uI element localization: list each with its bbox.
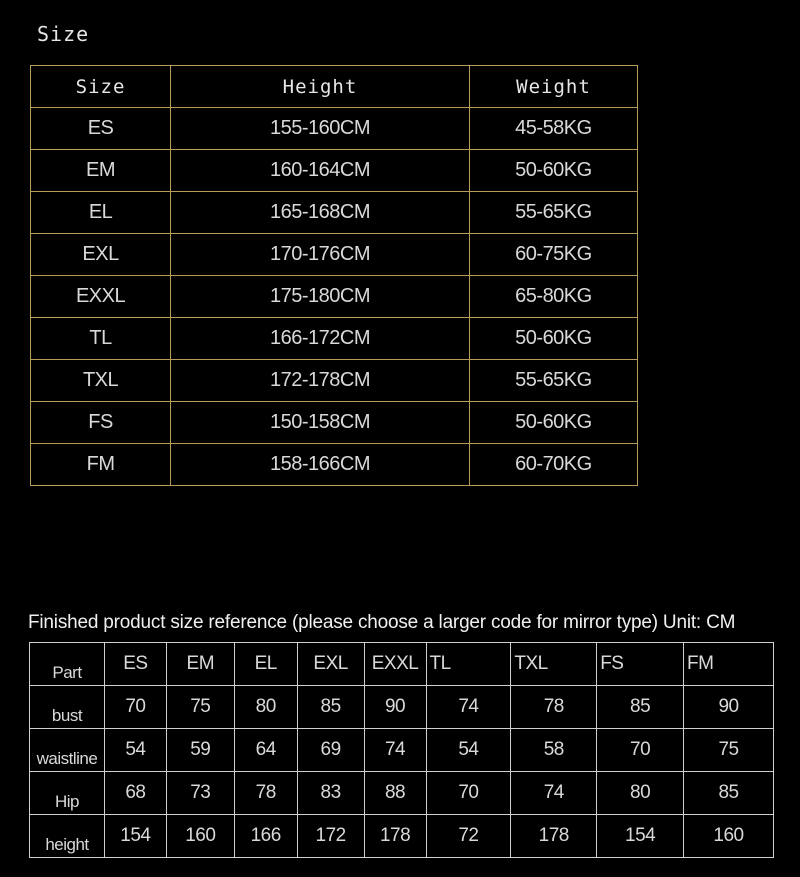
value-cell: 80 — [234, 686, 297, 729]
table-row — [31, 360, 638, 402]
header-size: Size — [31, 66, 171, 108]
size-cell: EM — [31, 150, 171, 192]
header-fm: FM — [684, 643, 774, 686]
header-fs: FS — [597, 643, 684, 686]
weight-cell: 50-60KG — [469, 150, 637, 192]
value-cell: 83 — [297, 772, 364, 815]
finished-size-table — [29, 642, 774, 858]
value-cell: 90 — [684, 686, 774, 729]
table-row — [30, 772, 774, 815]
value-cell: 54 — [426, 729, 511, 772]
table-row — [31, 444, 638, 486]
value-cell: 70 — [426, 772, 511, 815]
table-row — [31, 276, 638, 318]
value-cell: 74 — [511, 772, 597, 815]
header-exxl: EXXL — [364, 643, 426, 686]
size-cell: TXL — [31, 360, 171, 402]
table-row — [31, 150, 638, 192]
value-cell: 160 — [684, 815, 774, 858]
table-row — [31, 402, 638, 444]
value-cell: 75 — [684, 729, 774, 772]
value-cell: 69 — [297, 729, 364, 772]
value-cell: 58 — [511, 729, 597, 772]
value-cell: 68 — [104, 772, 166, 815]
height-cell: 175-180CM — [171, 276, 470, 318]
header-el: EL — [234, 643, 297, 686]
weight-cell: 45-58KG — [469, 108, 637, 150]
row-label-hip: Hip — [30, 772, 105, 815]
height-cell: 160-164CM — [171, 150, 470, 192]
table-row — [31, 192, 638, 234]
size-cell: FS — [31, 402, 171, 444]
finished-table-header-row — [30, 643, 774, 686]
weight-cell: 65-80KG — [469, 276, 637, 318]
value-cell: 70 — [597, 729, 684, 772]
value-cell: 88 — [364, 772, 426, 815]
weight-cell: 50-60KG — [469, 402, 637, 444]
size-cell: FM — [31, 444, 171, 486]
finished-size-title: Finished product size reference (please choose a larger code for mirror type) Unit: CM — [28, 612, 736, 633]
value-cell: 154 — [104, 815, 166, 858]
row-label-waistline: waistline — [30, 729, 105, 772]
value-cell: 78 — [511, 686, 597, 729]
value-cell: 73 — [166, 772, 234, 815]
height-cell: 158-166CM — [171, 444, 470, 486]
header-weight: Weight — [469, 66, 637, 108]
header-tl: TL — [426, 643, 511, 686]
value-cell: 74 — [426, 686, 511, 729]
weight-cell: 60-70KG — [469, 444, 637, 486]
height-cell: 155-160CM — [171, 108, 470, 150]
weight-cell: 55-65KG — [469, 192, 637, 234]
value-cell: 78 — [234, 772, 297, 815]
height-cell: 165-168CM — [171, 192, 470, 234]
table-row — [30, 686, 774, 729]
table-row — [30, 729, 774, 772]
value-cell: 160 — [166, 815, 234, 858]
size-table-header-row — [31, 66, 638, 108]
header-exl: EXL — [297, 643, 364, 686]
value-cell: 59 — [166, 729, 234, 772]
section-title: Size — [37, 22, 90, 46]
weight-cell: 50-60KG — [469, 318, 637, 360]
size-cell: ES — [31, 108, 171, 150]
value-cell: 70 — [104, 686, 166, 729]
value-cell: 178 — [511, 815, 597, 858]
value-cell: 166 — [234, 815, 297, 858]
value-cell: 64 — [234, 729, 297, 772]
value-cell: 75 — [166, 686, 234, 729]
value-cell: 80 — [597, 772, 684, 815]
height-cell: 170-176CM — [171, 234, 470, 276]
value-cell: 54 — [104, 729, 166, 772]
header-es: ES — [104, 643, 166, 686]
header-em: EM — [166, 643, 234, 686]
table-row — [31, 234, 638, 276]
height-cell: 150-158CM — [171, 402, 470, 444]
header-height: Height — [171, 66, 470, 108]
value-cell: 85 — [597, 686, 684, 729]
size-cell: TL — [31, 318, 171, 360]
header-txl: TXL — [511, 643, 597, 686]
value-cell: 85 — [684, 772, 774, 815]
row-label-height: height — [30, 815, 105, 858]
value-cell: 74 — [364, 729, 426, 772]
size-cell: EL — [31, 192, 171, 234]
table-row — [31, 108, 638, 150]
row-label-bust: bust — [30, 686, 105, 729]
size-cell: EXL — [31, 234, 171, 276]
header-part: Part — [30, 643, 105, 686]
value-cell: 90 — [364, 686, 426, 729]
table-row — [31, 318, 638, 360]
height-cell: 166-172CM — [171, 318, 470, 360]
size-cell: EXXL — [31, 276, 171, 318]
value-cell: 172 — [297, 815, 364, 858]
size-table — [30, 65, 638, 486]
weight-cell: 60-75KG — [469, 234, 637, 276]
value-cell: 72 — [426, 815, 511, 858]
table-row — [30, 815, 774, 858]
height-cell: 172-178CM — [171, 360, 470, 402]
value-cell: 85 — [297, 686, 364, 729]
value-cell: 154 — [597, 815, 684, 858]
value-cell: 178 — [364, 815, 426, 858]
weight-cell: 55-65KG — [469, 360, 637, 402]
